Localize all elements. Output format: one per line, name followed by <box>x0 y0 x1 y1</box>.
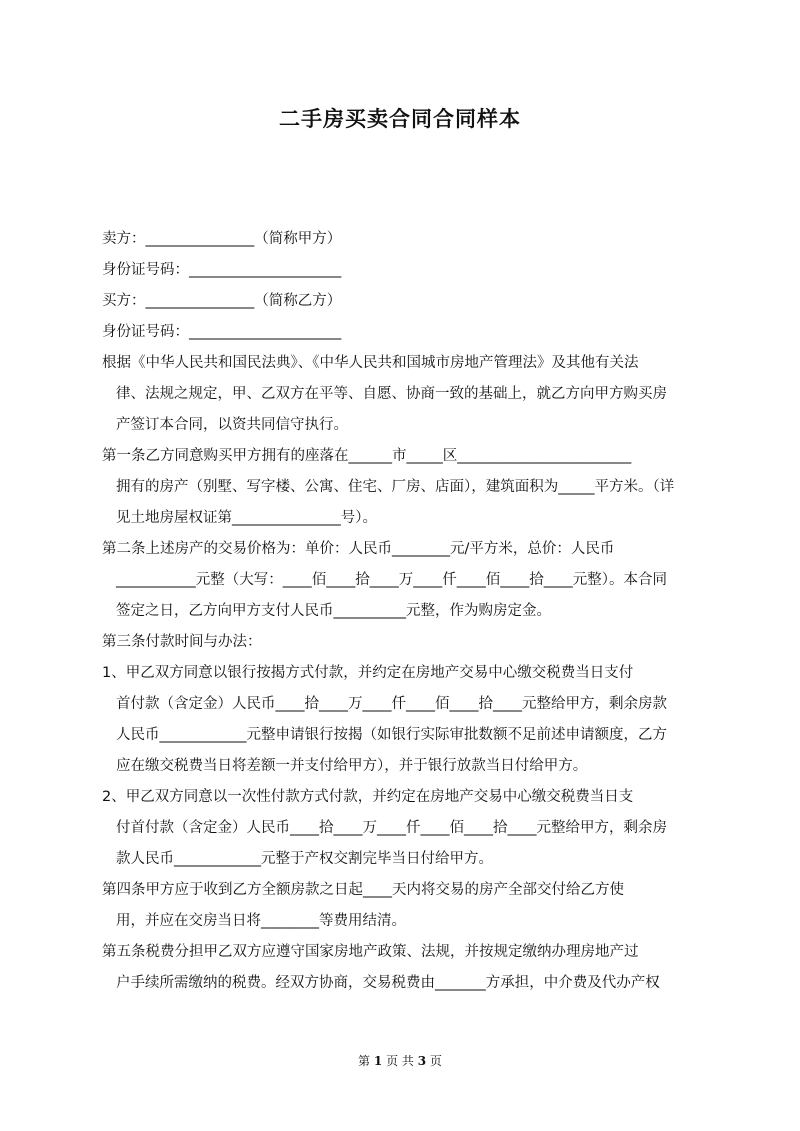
buyer-id-line: 身份证号码：_____________________ <box>102 324 342 340</box>
article-3-clause-1-line: 首付款（含定金）人民币____拾____万____仟____佰____拾____元整给甲方，剩余房款 <box>116 696 667 712</box>
page-title: 二手房买卖合同合同样本 <box>279 107 521 131</box>
footer-page-middle: 页 共 <box>386 1054 414 1068</box>
article-3-clause-2-line: 款人民币____________元整于产权交割完毕当日付给甲方。 <box>116 851 493 867</box>
footer-page-number: 1 <box>373 1054 383 1068</box>
preamble-line: 产签订本合同，以资共同信守执行。 <box>116 417 348 433</box>
seller-line: 卖方：_______________（简称甲方） <box>102 231 342 247</box>
footer-page-suffix: 页 <box>429 1054 442 1068</box>
article-3-clause-2-line: 2、甲乙双方同意以一次性付款方式付款，并约定在房地产交易中心缴交税费当日支 <box>102 789 634 805</box>
seller-id-line: 身份证号码：_____________________ <box>102 262 342 278</box>
article-3-heading: 第三条付款时间与办法： <box>102 634 262 650</box>
article-3-clause-1-line: 人民币____________元整申请银行按揭（如银行实际审批数额不足前述申请额度，乙方 <box>116 727 667 743</box>
article-5-line: 第五条税费分担甲乙双方应遵守国家房地产政策、法规，并按规定缴纳办理房地产过 <box>102 944 639 960</box>
article-3-clause-1-line: 应在缴交税费当日将差额一并支付给甲方），并于银行放款当日付给甲方。 <box>116 758 588 774</box>
footer-page-prefix: 第 <box>358 1054 371 1068</box>
article-1-line: 拥有的房产（别墅、写字楼、公寓、住宅、厂房、店面），建筑面积为_____平方米。（详 <box>116 479 675 495</box>
article-3-clause-1-line: 1、甲乙双方同意以银行按揭方式付款，并约定在房地产交易中心缴交税费当日支付 <box>102 665 634 681</box>
article-3-clause-2-line: 付首付款（含定金）人民币____拾____万____仟____佰____拾____元整给甲方，剩余房 <box>116 820 667 836</box>
article-5-line: 户手续所需缴纳的税费。经双方协商，交易税费由_______方承担，中介费及代办产权 <box>116 975 660 991</box>
article-1-line: 见土地房屋权证第_______________号）。 <box>116 510 377 526</box>
article-2-line: ___________元整（大写：____佰____拾____万____仟____佰____拾____元整）。本合同 <box>116 572 667 588</box>
article-4-line: 用，并应在交房当日将________等费用结清。 <box>116 913 406 929</box>
buyer-line: 买方：_______________（简称乙方） <box>102 293 342 309</box>
article-4-line: 第四条甲方应于收到乙方全额房款之日起____天内将交易的房产全部交付给乙方使 <box>102 882 624 898</box>
article-2-line: 第二条上述房产的交易价格为：单价：人民币________元/平方米，总价：人民币 <box>102 541 615 557</box>
page-footer <box>0 1052 800 1069</box>
article-2-line: 签定之日，乙方向甲方支付人民币__________元整，作为购房定金。 <box>116 603 551 619</box>
preamble-line: 律、法规之规定，甲、乙双方在平等、自愿、协商一致的基础上，就乙方向甲方购买房 <box>116 386 667 402</box>
document-body <box>102 224 708 999</box>
footer-total-pages: 3 <box>417 1054 427 1068</box>
article-1-line: 第一条乙方同意购买甲方拥有的座落在______市_____区________________________ <box>102 448 632 464</box>
preamble-line: 根据《中华人民共和国民法典》、《中华人民共和国城市房地产管理法》及其他有关法 <box>102 355 639 371</box>
